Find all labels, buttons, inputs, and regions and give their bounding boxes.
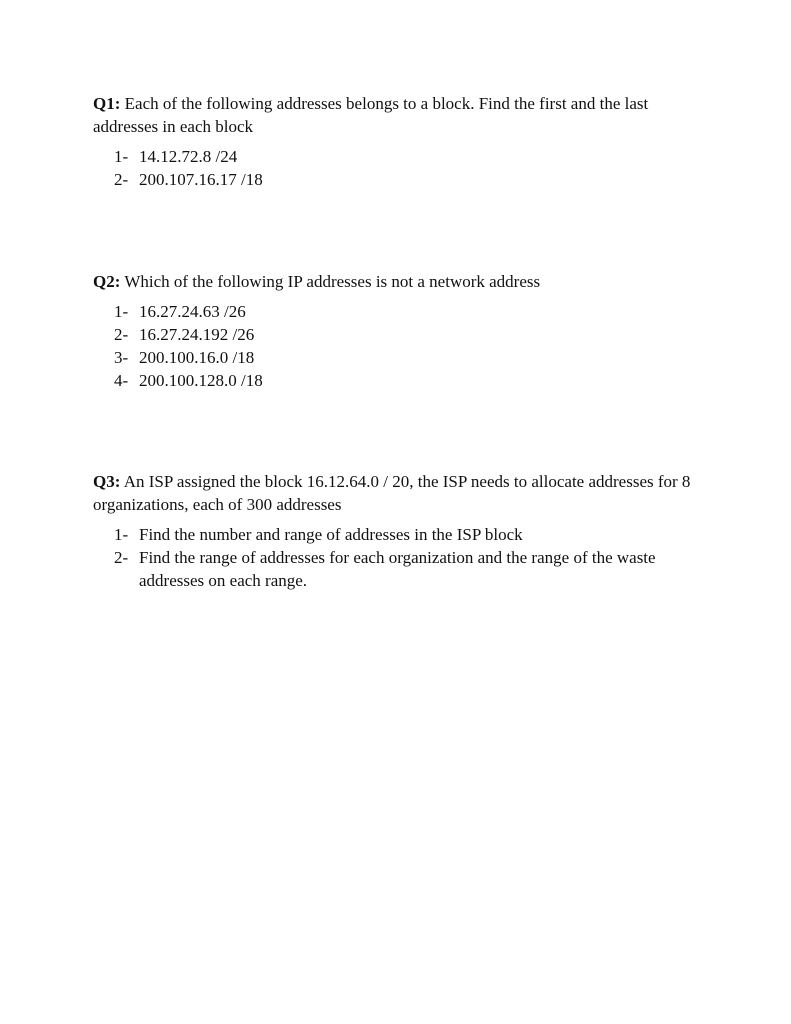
question-2-label: Q2: bbox=[93, 272, 121, 291]
question-1-label: Q1: bbox=[93, 94, 121, 113]
question-3-text bbox=[93, 470, 703, 516]
list-item-number: 2- bbox=[114, 325, 129, 344]
question-1-text bbox=[93, 92, 703, 138]
list-item-text: Find the number and range of addresses in the ISP block bbox=[139, 525, 523, 544]
question-2-text bbox=[93, 270, 703, 293]
question-1 bbox=[93, 92, 703, 191]
list-item bbox=[93, 369, 703, 392]
list-item-text: 16.27.24.192 /26 bbox=[139, 325, 255, 344]
list-item-text: Find the range of addresses for each organization and the range of the waste addresses on each range. bbox=[139, 548, 656, 590]
question-2-list bbox=[93, 300, 703, 392]
question-2 bbox=[93, 270, 703, 392]
list-item bbox=[93, 523, 703, 546]
list-item-number: 2- bbox=[114, 548, 129, 567]
list-item-number: 1- bbox=[114, 302, 129, 321]
list-item-text: 200.100.16.0 /18 bbox=[139, 348, 255, 367]
list-item-number: 1- bbox=[114, 147, 129, 166]
question-2-body: Which of the following IP addresses is not a network address bbox=[120, 272, 541, 291]
list-item-text: 200.100.128.0 /18 bbox=[139, 371, 263, 390]
list-item bbox=[93, 346, 703, 369]
list-item-text: 14.12.72.8 /24 bbox=[139, 147, 238, 166]
question-3 bbox=[93, 470, 703, 592]
question-3-label: Q3: bbox=[93, 472, 121, 491]
list-item-text: 16.27.24.63 /26 bbox=[139, 302, 246, 321]
list-item bbox=[93, 323, 703, 346]
question-1-list bbox=[93, 145, 703, 191]
list-item bbox=[93, 145, 703, 168]
list-item-number: 4- bbox=[114, 371, 129, 390]
list-item-number: 3- bbox=[114, 348, 129, 367]
list-item-text: 200.107.16.17 /18 bbox=[139, 170, 263, 189]
question-3-body: An ISP assigned the block 16.12.64.0 / 20, the ISP needs to allocate addresses for 8 organizations, each of 300 addresses bbox=[93, 472, 691, 514]
list-item-number: 1- bbox=[114, 525, 129, 544]
question-3-list bbox=[93, 523, 703, 592]
question-1-body: Each of the following addresses belongs to a block. Find the first and the last addresses in each block bbox=[93, 94, 649, 136]
list-item bbox=[93, 546, 703, 592]
list-item bbox=[93, 300, 703, 323]
list-item-number: 2- bbox=[114, 170, 129, 189]
list-item bbox=[93, 168, 703, 191]
